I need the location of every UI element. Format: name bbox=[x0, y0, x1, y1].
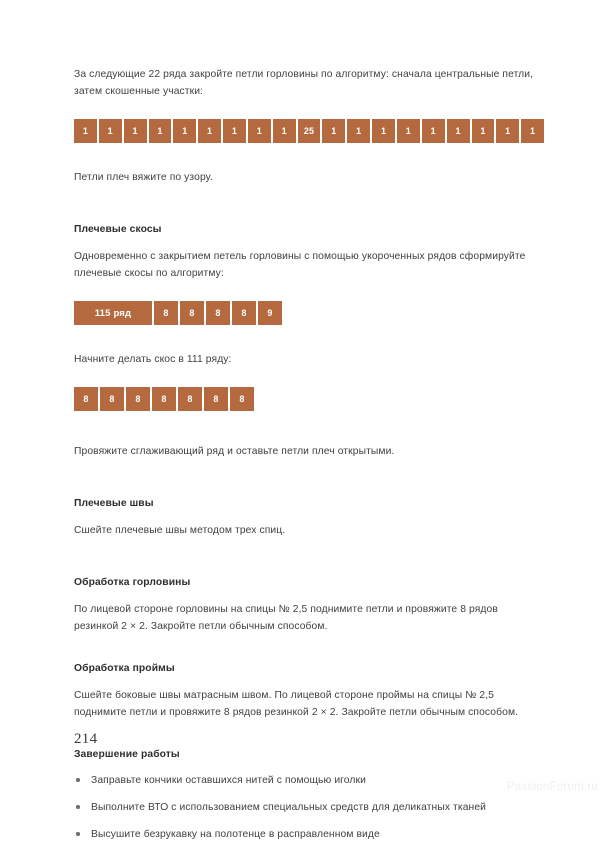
table-cell: 1 bbox=[223, 119, 246, 143]
site-watermark: PassionForum.ru bbox=[506, 781, 598, 793]
table-cell: 1 bbox=[248, 119, 271, 143]
shoulder-seams-heading: Плечевые швы bbox=[74, 498, 154, 509]
list-item bbox=[74, 827, 544, 842]
armhole-finishing-heading: Обработка проймы bbox=[74, 663, 175, 674]
page-content bbox=[74, 66, 544, 842]
neckline-finishing-paragraph: По лицевой стороне горловины на спицы № 2,5 поднимите петли и провяжите 8 рядов резинкой 2 × 2. Закройте петли обычным способом. bbox=[74, 604, 498, 632]
table-cell: 8 bbox=[152, 387, 176, 411]
table-cell: 8 bbox=[154, 301, 178, 325]
table-cell: 1 bbox=[422, 119, 445, 143]
table-cell: 25 bbox=[298, 119, 321, 143]
table-cell: 8 bbox=[180, 301, 204, 325]
table-cell: 9 bbox=[258, 301, 282, 325]
completion-steps-list bbox=[74, 773, 544, 842]
slope-start-paragraph: Начните делать скос в 111 ряду: bbox=[74, 354, 232, 365]
table-cell: 1 bbox=[322, 119, 345, 143]
table-cell: 1 bbox=[496, 119, 519, 143]
shoulder-seams-paragraph: Сшейте плечевые швы методом трех спиц. bbox=[74, 525, 286, 536]
shoulder-stitches-note: Петли плеч вяжите по узору. bbox=[74, 172, 213, 183]
list-item bbox=[74, 800, 544, 815]
neckline-finishing-heading: Обработка горловины bbox=[74, 577, 191, 588]
completion-heading: Завершение работы bbox=[74, 749, 180, 760]
table-cell: 1 bbox=[124, 119, 147, 143]
bullet-icon bbox=[76, 805, 80, 809]
table-label-cell: 115 ряд bbox=[74, 301, 152, 325]
list-item-label: Высушите безрукавку на полотенце в расправленном виде bbox=[91, 829, 380, 840]
table-cell: 8 bbox=[232, 301, 256, 325]
table-cell: 8 bbox=[100, 387, 124, 411]
bullet-icon bbox=[76, 832, 80, 836]
page-number: 214 bbox=[74, 731, 98, 747]
smoothing-row-paragraph: Провяжите сглаживающий ряд и оставьте петли плеч открытыми. bbox=[74, 446, 395, 457]
table-cell: 8 bbox=[204, 387, 228, 411]
table-cell: 1 bbox=[149, 119, 172, 143]
table-cell: 1 bbox=[74, 119, 97, 143]
table-cell: 1 bbox=[198, 119, 221, 143]
table-cell: 1 bbox=[397, 119, 420, 143]
table-cell: 8 bbox=[126, 387, 150, 411]
armhole-finishing-paragraph: Сшейте боковые швы матрасным швом. По лицевой стороне проймы на спицы № 2,5 поднимите петли и провяжите 8 рядов резинкой 2 × 2. Закройте петли обычным способом. bbox=[74, 690, 519, 718]
list-item bbox=[74, 773, 544, 788]
table-cell: 1 bbox=[447, 119, 470, 143]
table-cell: 8 bbox=[74, 387, 98, 411]
table-cell: 8 bbox=[206, 301, 230, 325]
table-cell: 1 bbox=[347, 119, 370, 143]
shoulder-slopes-heading: Плечевые скосы bbox=[74, 224, 162, 235]
list-item-label: Заправьте кончики оставшихся нитей с помощью иголки bbox=[91, 775, 366, 786]
table-cell: 8 bbox=[230, 387, 254, 411]
table-cell: 8 bbox=[178, 387, 202, 411]
table-cell: 1 bbox=[273, 119, 296, 143]
slope-start-table bbox=[74, 387, 544, 411]
bullet-icon bbox=[76, 778, 80, 782]
neckline-algorithm-table bbox=[74, 119, 544, 143]
table-cell: 1 bbox=[99, 119, 122, 143]
table-cell: 1 bbox=[472, 119, 495, 143]
table-cell: 1 bbox=[521, 119, 544, 143]
table-cell: 1 bbox=[173, 119, 196, 143]
shoulder-slopes-paragraph: Одновременно с закрытием петель горловины с помощью укороченных рядов сформируйте плечевые скосы по алгоритму: bbox=[74, 251, 526, 279]
table-cell: 1 bbox=[372, 119, 395, 143]
shoulder-slopes-table bbox=[74, 301, 544, 325]
list-item-label: Выполните ВТО с использованием специальных средств для деликатных тканей bbox=[91, 802, 487, 813]
neckline-intro-paragraph: За следующие 22 ряда закройте петли горловины по алгоритму: сначала центральные петли, затем скошенные участки: bbox=[74, 69, 534, 97]
